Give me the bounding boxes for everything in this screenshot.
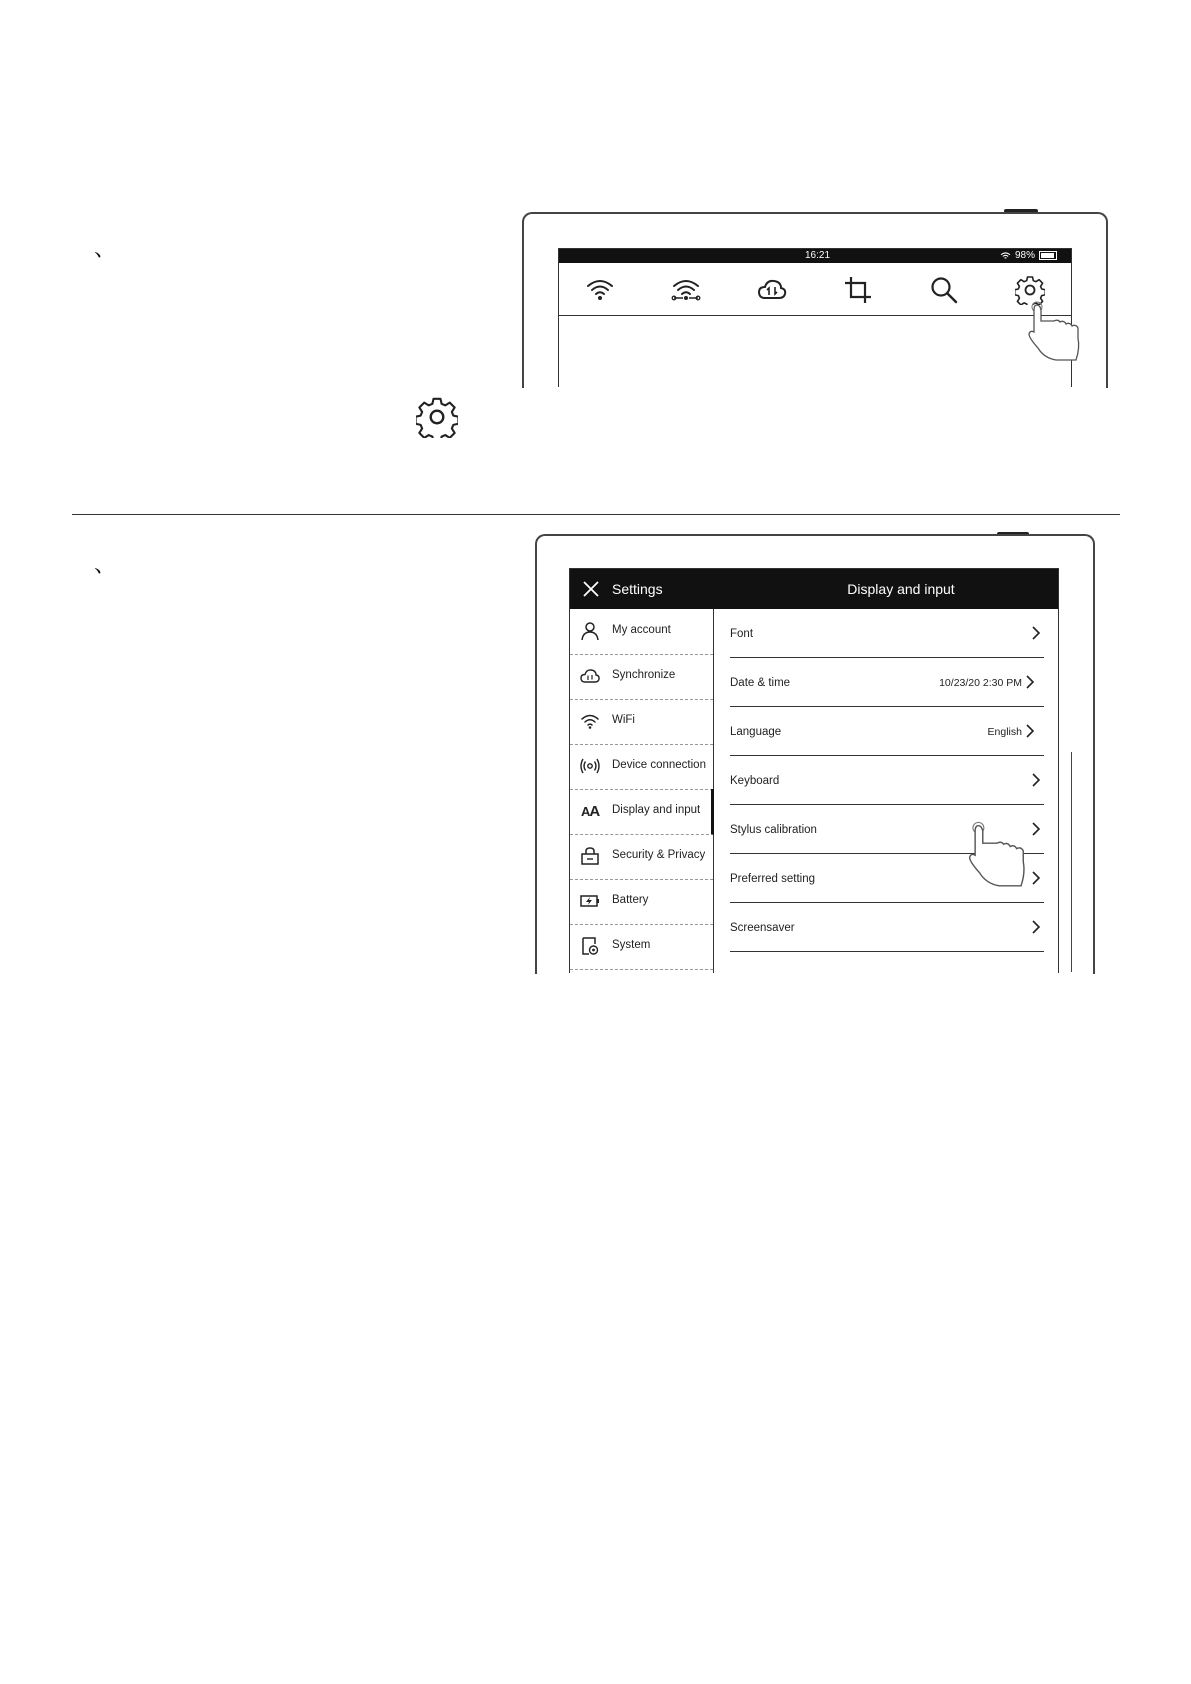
row-value: English [987, 726, 1022, 738]
row-label: Screensaver [730, 922, 795, 934]
row-label: Keyboard [730, 775, 780, 787]
step-marker-1: 、 [94, 237, 117, 262]
row-label: Language [730, 726, 782, 738]
settings-title: Settings [612, 581, 663, 597]
wifi-icon[interactable] [585, 275, 615, 305]
sidebar-item-label: Device connection [612, 759, 706, 771]
chevron-right-icon [1030, 772, 1042, 788]
sidebar-item-label: My account [612, 624, 671, 636]
cloud-sync-icon [580, 666, 600, 686]
lock-box-icon [580, 846, 600, 866]
sidebar-item-my-account[interactable] [570, 609, 713, 655]
panel-title: Display and input [847, 581, 955, 597]
chevron-right-icon [1030, 919, 1042, 935]
sidebar-item-security-privacy[interactable] [570, 834, 713, 880]
section-divider [72, 514, 1120, 515]
chevron-right-icon [1024, 674, 1036, 690]
battery-charging-icon [580, 891, 600, 911]
chevron-right-icon [1030, 821, 1042, 837]
settings-sidebar [570, 609, 714, 973]
wireless-transfer-icon[interactable] [671, 275, 701, 305]
device-screen-settings [569, 568, 1059, 973]
sidebar-item-wifi[interactable] [570, 699, 713, 745]
device-side-edge [1071, 752, 1072, 972]
battery-percent: 98% [1014, 250, 1035, 261]
sidebar-item-battery[interactable] [570, 879, 713, 925]
sidebar-item-device-connection[interactable] [570, 744, 713, 790]
step-marker-2: 、 [94, 553, 117, 578]
sidebar-item-synchronize[interactable] [570, 654, 713, 700]
gear-icon [416, 396, 458, 438]
status-bar [559, 249, 1071, 263]
chevron-right-icon [1030, 870, 1042, 886]
sidebar-item-label: Synchronize [612, 669, 676, 681]
settings-row-language[interactable] [730, 707, 1044, 756]
row-label: Preferred setting [730, 873, 816, 885]
font-size-icon: AA [581, 803, 600, 820]
row-value: 10/23/20 2:30 PM [939, 677, 1022, 689]
device-screen-quick-panel [558, 248, 1072, 387]
user-icon [580, 621, 600, 641]
search-icon[interactable] [929, 275, 959, 305]
status-wifi-icon [1000, 252, 1011, 260]
settings-panel [730, 609, 1044, 973]
system-gear-icon [580, 936, 600, 956]
sidebar-item-label: Battery [612, 894, 649, 906]
crop-icon[interactable] [843, 275, 873, 305]
sidebar-item-label: Display and input [612, 804, 701, 816]
row-label: Stylus calibration [730, 824, 817, 836]
sidebar-item-system[interactable] [570, 924, 713, 970]
settings-row-date-time[interactable] [730, 658, 1044, 707]
sidebar-item-display-and-input[interactable] [570, 789, 714, 835]
sidebar-item-label: WiFi [612, 714, 635, 726]
chevron-right-icon [1030, 625, 1042, 641]
quick-toolbar [559, 263, 1071, 316]
settings-row-keyboard[interactable] [730, 756, 1044, 805]
sidebar-item-label: Security & Privacy [612, 849, 706, 861]
settings-header [570, 569, 1058, 609]
sidebar-item-label: System [612, 939, 651, 951]
chevron-right-icon [1024, 723, 1036, 739]
tap-hand-icon [1026, 298, 1082, 362]
close-icon[interactable] [582, 580, 600, 598]
row-label: Font [730, 628, 754, 640]
wifi-icon [580, 711, 600, 731]
tap-hand-icon [966, 818, 1028, 888]
status-time: 16:21 [805, 250, 831, 261]
radio-waves-icon [580, 756, 600, 776]
battery-icon [1039, 251, 1057, 260]
settings-row-font[interactable] [730, 609, 1044, 658]
row-label: Date & time [730, 677, 791, 689]
cloud-sync-icon[interactable] [757, 275, 787, 305]
settings-row-screensaver[interactable] [730, 903, 1044, 952]
